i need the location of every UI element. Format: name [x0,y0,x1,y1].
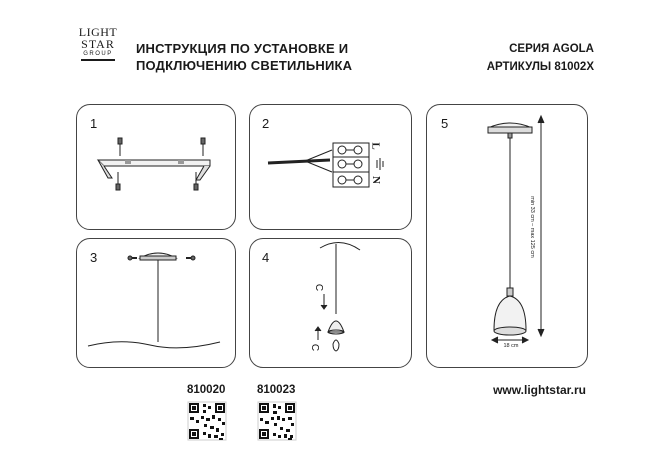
qr-code-810020 [188,402,226,440]
wire-label-l: L [369,142,382,150]
qr-code-810023 [258,402,296,440]
logo-line-1: LIGHT [78,25,118,39]
website-link[interactable]: www.lightstar.ru [493,383,586,397]
article-code-2: 810023 [257,384,296,396]
canopy-cable-drawing [88,253,220,348]
step4-letter-bottom: C [309,343,321,352]
article-code-1: 810020 [187,384,226,396]
logo-line-2: STAR [81,37,115,51]
pendant-dimension-drawing [488,116,544,343]
step4-letter-top: C [313,283,325,292]
width-dimension-label: 18 cm [503,343,519,349]
step-number-3: 3 [90,250,98,265]
step-number-5: 5 [441,116,449,131]
step-number-1: 1 [90,116,98,131]
title-line-1: ИНСТРУКЦИЯ ПО УСТАНОВКЕ И [136,41,349,56]
step-number-4: 4 [262,250,270,265]
height-dimension-label: min 33 cm – max 125 cm [529,196,535,258]
step-number-2: 2 [262,116,270,131]
articles-label: АРТИКУЛЫ 81002X [486,61,594,73]
title-line-2: ПОДКЛЮЧЕНИЮ СВЕТИЛЬНИКА [136,58,353,73]
series-label: СЕРИЯ AGOLA [509,43,594,55]
logo-line-3: GROUP [83,51,113,57]
shade-bulb-drawing [315,242,360,351]
wire-label-n: N [369,176,382,184]
terminal-block-drawing [268,143,383,187]
mounting-bracket-drawing [98,138,210,190]
